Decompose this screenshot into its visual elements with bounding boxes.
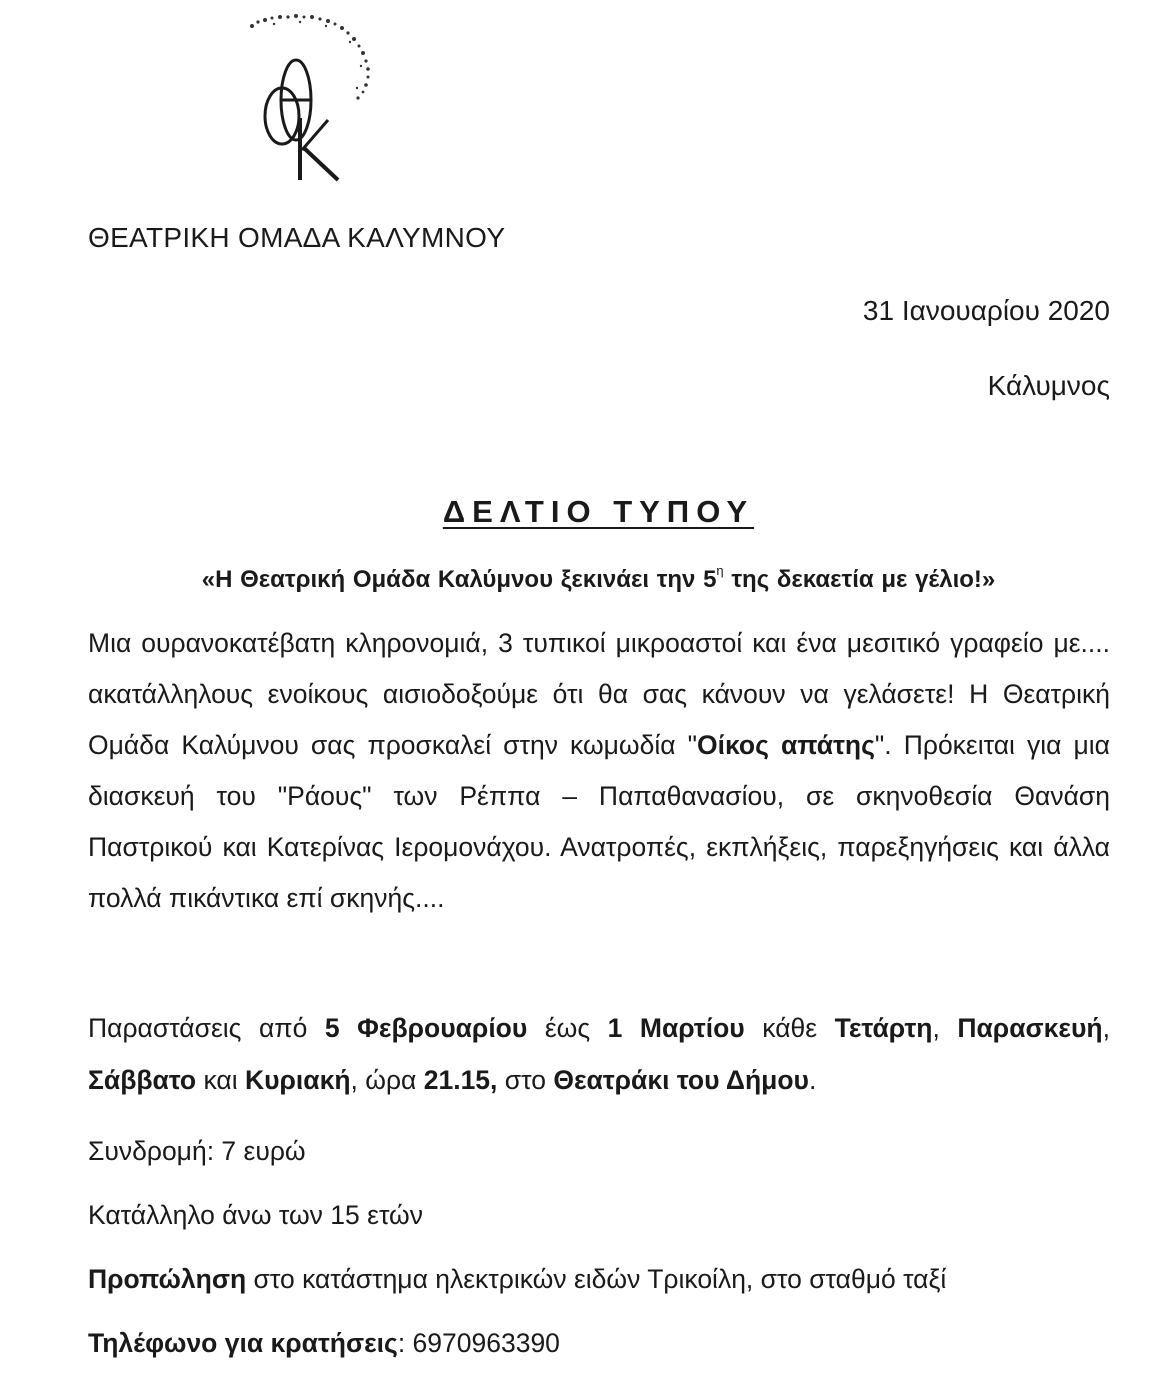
presale-label: Προπώληση: [88, 1264, 247, 1294]
phone-label: Τηλέφωνο για κρατήσεις: [88, 1328, 398, 1358]
day-wednesday: Τετάρτη: [834, 1013, 933, 1043]
document-title: ΔΕΛΤΙΟ ΤΥΠΟΥ: [442, 494, 755, 529]
text-fragment: .: [808, 1065, 817, 1095]
presale-info: [88, 1264, 946, 1295]
text-fragment: στο: [497, 1065, 554, 1095]
play-title: Οίκος απάτης: [697, 730, 875, 760]
headline-text-start: «Η Θεατρική Ομάδα Καλύμνου ξεκινάει την 5: [201, 566, 717, 593]
theatre-group-logo-icon: [238, 8, 398, 188]
end-date: 1 Μαρτίου: [607, 1013, 745, 1043]
start-date: 5 Φεβρουαρίου: [324, 1013, 528, 1043]
presale-text: στο κατάστημα ηλεκτρικών ειδών Τρικοίλη, στο σταθμό ταξί: [246, 1264, 947, 1294]
description-paragraph: [88, 618, 1110, 924]
show-time: 21.15,: [423, 1065, 498, 1095]
day-saturday: Σάββατο: [88, 1065, 197, 1095]
reservation-phone: [88, 1328, 560, 1359]
phone-number: : 6970963390: [397, 1328, 560, 1358]
day-friday: Παρασκευή: [957, 1013, 1103, 1043]
headline-text-end: της δεκαετία με γέλιο!»: [723, 566, 996, 593]
text-fragment: κάθε: [744, 1013, 835, 1043]
text-fragment: Παραστάσεις από: [88, 1013, 325, 1043]
text-fragment: και: [196, 1065, 245, 1095]
headline: [0, 563, 1152, 594]
headline-superscript: η: [716, 563, 724, 578]
text-fragment: ". Πρόκειται για μια διασκευή του "Ράους" των Ρέππα – Παπαθανασίου, σε σκηνοθεσία Θανάση Παστρικού και Κατερίνας Ιερομονάχου. Ανατροπές, εκπλήξεις, παρεξηγήσεις και άλλα πολλά πικάντικα επί σκηνής....: [88, 730, 1110, 913]
release-place: Κάλυμνος: [987, 370, 1110, 401]
age-rating: Κατάλληλο άνω των 15 ετών: [88, 1200, 423, 1230]
text-fragment: ,: [932, 1013, 958, 1043]
organization-name: ΘΕΑΤΡΙΚΗ ΟΜΑΔΑ ΚΑΛΥΜΝΟΥ: [88, 222, 506, 253]
venue: Θεατράκι του Δήμου: [553, 1065, 809, 1095]
text-fragment: , ώρα: [350, 1065, 424, 1095]
ticket-fee: Συνδρομή: 7 ευρώ: [88, 1136, 306, 1166]
text-fragment: έως: [527, 1013, 608, 1043]
text-fragment: Μια ουρανοκατέβατη κληρονομιά, 3 τυπικοί μικροαστοί και ένα μεσιτικό γραφείο με.... ακατάλληλους ενοίκους αισιοδοξούμε ότι θα σας κάνουν να γελάσετε! Η Θεατρική Ομάδα Καλύμνου σας προσκαλεί στην κωμωδία ": [88, 628, 1110, 760]
schedule-paragraph: [88, 1002, 1110, 1106]
release-date: 31 Ιανουαρίου 2020: [862, 295, 1110, 326]
day-sunday: Κυριακή: [244, 1065, 351, 1095]
text-fragment: ,: [1102, 1013, 1110, 1043]
